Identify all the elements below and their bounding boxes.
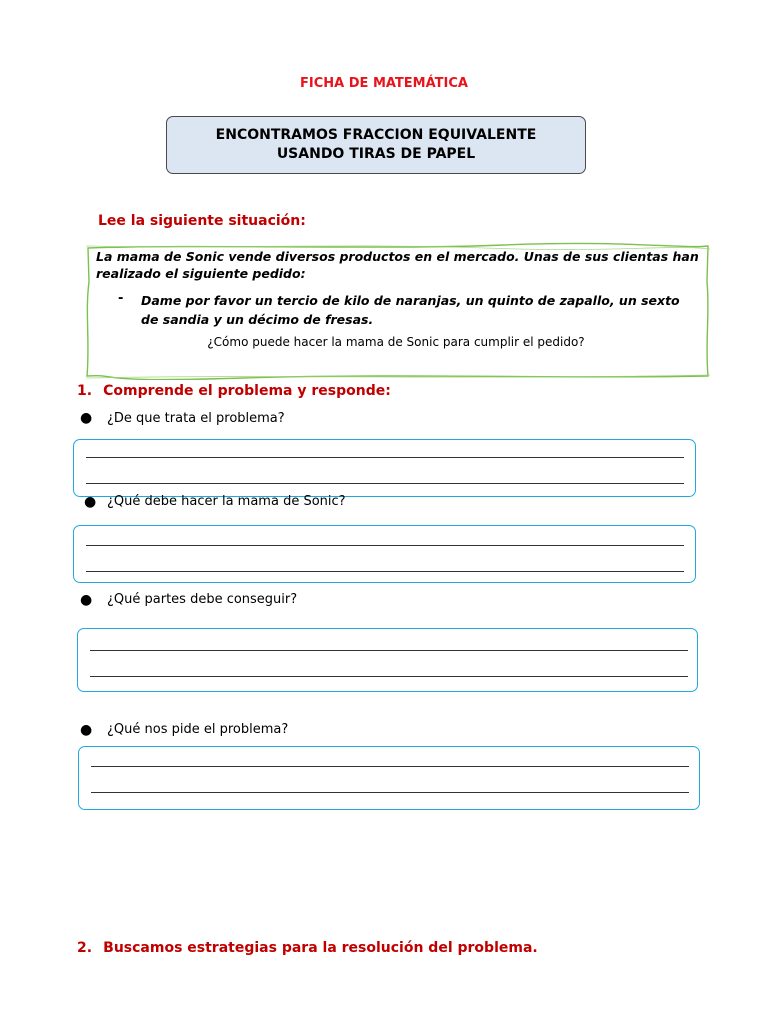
situation-intro: La mama de Sonic vende diversos productos en el mercado. Unas de sus clientas han realizado el siguiente pedido: (96, 249, 699, 281)
answer-line (91, 792, 689, 793)
question-4: ¿Qué nos pide el problema? (107, 722, 289, 737)
section-2-number: 2. (77, 940, 93, 956)
title-line-1: ENCONTRAMOS FRACCION EQUIVALENTE (215, 127, 537, 143)
situation-heading: Lee la siguiente situación: (98, 213, 306, 229)
answer-box-2[interactable] (73, 525, 696, 583)
answer-line (86, 545, 684, 546)
bullet-icon: ● (80, 722, 93, 738)
answer-line (90, 650, 688, 651)
title-box (166, 116, 586, 174)
answer-line (91, 766, 689, 767)
bullet-icon: ● (80, 410, 93, 426)
question-3: ¿Qué partes debe conseguir? (107, 592, 298, 607)
question-1: ¿De que trata el problema? (107, 411, 285, 426)
situation-question: ¿Cómo puede hacer la mama de Sonic para cumplir el pedido? (207, 335, 585, 349)
bullet-icon: ● (80, 592, 93, 608)
order-text: Dame por favor un tercio de kilo de naranjas, un quinto de zapallo, un sexto de sandia y un décimo de fresas. (141, 293, 680, 327)
title-line-2: USANDO TIRAS DE PAPEL (276, 146, 476, 162)
section-1-title: Comprende el problema y responde: (103, 383, 391, 399)
section-1-heading (77, 380, 391, 399)
answer-line (86, 571, 684, 572)
answer-line (86, 457, 684, 458)
question-2: ¿Qué debe hacer la mama de Sonic? (107, 494, 346, 509)
section-1-number: 1. (77, 383, 93, 399)
bullet-icon: ● (84, 494, 97, 510)
answer-box-4[interactable] (78, 746, 700, 810)
section-2-title: Buscamos estrategias para la resolución del problema. (103, 940, 538, 956)
page-title: FICHA DE MATEMÁTICA (300, 76, 468, 91)
answer-box-1[interactable] (73, 439, 696, 497)
section-2-heading (77, 937, 538, 956)
order-dash: - (118, 291, 124, 306)
answer-box-3[interactable] (77, 628, 698, 692)
answer-line (90, 676, 688, 677)
answer-line (86, 483, 684, 484)
